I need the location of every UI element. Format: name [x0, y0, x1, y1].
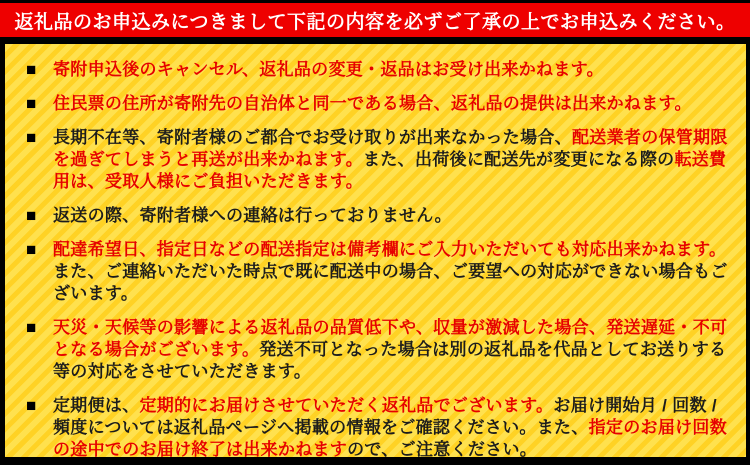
notice-text-segment: 配達希望日、指定日などの配送指定は備考欄にご入力いただいても対応出来かねます。 [53, 240, 727, 259]
notice-text-segment: 寄附申込後のキャンセル、返礼品の変更・返品はお受け出来かねます。 [53, 60, 604, 79]
bullet-square-icon: ■ [26, 128, 37, 147]
notice-item [26, 205, 738, 227]
notice-text-segment: 返送の際、寄附者様への連絡は行っておりません。 [53, 206, 452, 225]
notice-text-segment: ので、ご注意ください。 [347, 440, 538, 457]
notice-text-segment: 指定のお届け回数の途中でのお届け終了は出来かねます [53, 418, 728, 457]
bullet-square-icon: ■ [26, 240, 37, 259]
notice-text-segment: 住民票の住所が寄附先の自治体と同一である場合、返礼品の提供は出来かねます。 [53, 94, 692, 113]
notice-text-segment: また、出荷後に配送先が変更になる際の [363, 150, 675, 169]
header-banner [0, 3, 750, 37]
notice-body [5, 44, 746, 457]
notice-item [26, 317, 738, 383]
notice-text-segment: 定期便は、 [53, 396, 140, 415]
notice-text-segment: 天災・天候等の影響による返礼品の品質低下や、収量が激減した場合、発送遅延・不可となる場合がございます。 [53, 318, 728, 359]
notice-text-segment: お届け開始月 / 回数 / 頻度については返礼品ページへ掲載の情報をご確認ください。また、 [53, 396, 717, 437]
notice-item [26, 93, 738, 115]
notice-text-segment: 配送業者の保管期限を過ぎてしまうと再送が出来かねます。 [53, 128, 728, 169]
notice-item [26, 395, 738, 457]
header-title: 返礼品のお申込みにつきまして下記の内容を必ずご了承の上でお申込みください。 [14, 11, 736, 33]
notice-item [26, 239, 738, 305]
notice-item [26, 59, 738, 81]
bullet-square-icon: ■ [26, 318, 37, 337]
notice-text-segment: 定期的にお届けさせていただく返礼品でございます。 [139, 396, 554, 415]
bullet-square-icon: ■ [26, 206, 37, 225]
bullet-square-icon: ■ [26, 94, 37, 113]
notice-text-segment: また、ご連絡いただいた時点で既に配送中の場合、ご要望への対応ができない場合もございます。 [53, 262, 728, 303]
notice-item [26, 127, 738, 193]
notice-text-segment: 発送不可となった場合は別の返礼品を代品としてお送りする等の対応をさせていただきます。 [53, 340, 727, 381]
notice-text-segment: 長期不在等、寄附者様のご都合でお受け取りが出来なかった場合、 [53, 128, 572, 147]
bullet-square-icon: ■ [26, 396, 37, 415]
bullet-square-icon: ■ [26, 60, 37, 79]
notice-text-segment: 転送費用は、受取人様にご負担いただきます。 [53, 150, 727, 191]
notice-list [26, 59, 738, 457]
